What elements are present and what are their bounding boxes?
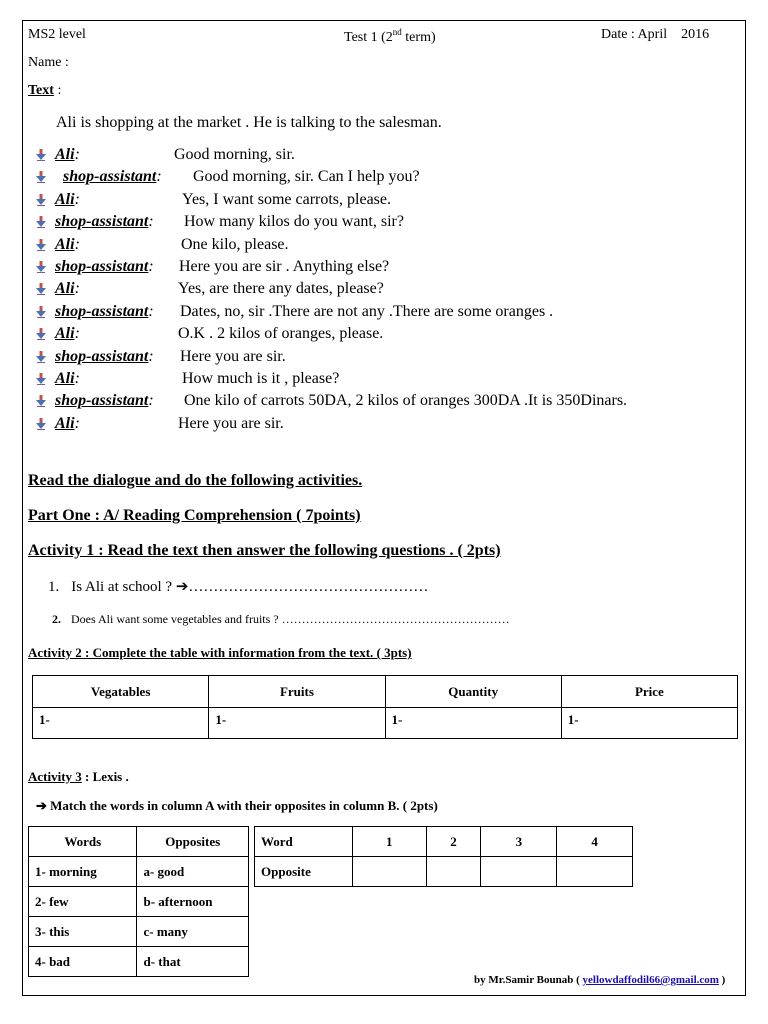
answer-cell[interactable] bbox=[426, 857, 481, 887]
dialogue-text: Yes, I want some carrots, please. bbox=[182, 190, 391, 208]
speaker-separator: : bbox=[74, 235, 80, 253]
dialogue-line bbox=[36, 146, 756, 166]
dialogue-line bbox=[36, 168, 756, 188]
speaker-separator: : bbox=[148, 302, 154, 320]
table-header: Fruits bbox=[209, 676, 385, 708]
table-row bbox=[29, 917, 249, 947]
answer-cell[interactable] bbox=[557, 857, 633, 887]
word-cell: 4- bad bbox=[29, 947, 137, 977]
dialogue-text: Dates, no, sir .There are not any .There are some oranges . bbox=[180, 302, 554, 320]
activity2-heading: Activity 2 : Complete the table with information from the text. ( 3pts) bbox=[28, 645, 412, 660]
activity1-heading: Activity 1 : Read the text then answer the following questions . ( 2pts) bbox=[28, 542, 501, 559]
answer-number: 2 bbox=[426, 827, 481, 857]
speaker-separator: : bbox=[74, 414, 80, 432]
arrow-down-icon bbox=[36, 283, 46, 295]
speaker-name: shop-assistant bbox=[55, 213, 149, 231]
table-header: Price bbox=[561, 676, 737, 708]
part-one-heading: Part One : A/ Reading Comprehension ( 7points) bbox=[28, 507, 361, 524]
dialogue-text: One kilo, please. bbox=[181, 235, 289, 253]
speaker-name: shop-assistant bbox=[63, 168, 157, 186]
dialogue-line bbox=[36, 415, 756, 435]
dialogue-line bbox=[36, 258, 756, 278]
table-header: Quantity bbox=[385, 676, 561, 708]
arrow-down-icon bbox=[36, 171, 46, 183]
dialogue-line bbox=[36, 213, 756, 233]
answer-opposite-label: Opposite bbox=[255, 857, 353, 887]
activity2-table bbox=[32, 675, 738, 739]
speaker-separator: : bbox=[74, 325, 80, 343]
answer-cell[interactable] bbox=[352, 857, 426, 887]
speaker-separator: : bbox=[148, 347, 154, 365]
intro-text: Ali is shopping at the market . He is talking to the salesman. bbox=[56, 114, 442, 131]
table-header: Vegatables bbox=[33, 676, 209, 708]
dialogue-text: How much is it , please? bbox=[182, 370, 340, 387]
speaker-name: Ali bbox=[55, 325, 75, 343]
dialogue-text: Good morning, sir. bbox=[174, 146, 295, 163]
word-cell: 1- morning bbox=[29, 857, 137, 887]
speaker-name: Ali bbox=[55, 370, 75, 387]
arrow-down-icon bbox=[36, 328, 46, 340]
dialogue-line bbox=[36, 191, 756, 211]
speaker-name: shop-assistant bbox=[55, 302, 149, 320]
name-field-label: Name : bbox=[28, 55, 69, 70]
dialogue-text: Here you are sir . Anything else? bbox=[179, 258, 390, 275]
speaker-name: Ali bbox=[55, 190, 75, 208]
dialogue-text: Here you are sir. bbox=[180, 347, 286, 365]
arrow-down-icon bbox=[36, 261, 46, 273]
arrow-down-icon bbox=[36, 306, 46, 318]
arrow-down-icon bbox=[36, 149, 46, 161]
dialogue-line bbox=[36, 303, 756, 323]
word-cell: 3- this bbox=[29, 917, 137, 947]
arrow-down-icon bbox=[36, 418, 46, 430]
dialogue-line bbox=[36, 280, 756, 300]
level-label: MS2 level bbox=[28, 27, 86, 42]
dialogue-text: One kilo of carrots 50DA, 2 kilos of oranges 300DA .It is 350Dinars. bbox=[184, 392, 628, 410]
speaker-name: Ali bbox=[55, 146, 75, 163]
dialogue-text: Yes, are there any dates, please? bbox=[178, 280, 384, 298]
speaker-name: Ali bbox=[55, 235, 75, 253]
speaker-separator: : bbox=[74, 280, 80, 298]
speaker-separator: : bbox=[74, 146, 80, 163]
opposites-header: Opposites bbox=[137, 827, 249, 857]
date-label: Date : April 2016 bbox=[601, 27, 710, 42]
dialogue-line bbox=[36, 370, 756, 390]
answer-grid bbox=[254, 826, 633, 887]
opposite-cell: b- afternoon bbox=[137, 887, 249, 917]
arrow-down-icon bbox=[36, 194, 46, 206]
answer-word-label: Word bbox=[255, 827, 353, 857]
matching-table bbox=[28, 826, 249, 977]
dialogue-line bbox=[36, 325, 756, 345]
speaker-separator: : bbox=[148, 258, 154, 275]
dialogue-line bbox=[36, 348, 756, 368]
word-cell: 2- few bbox=[29, 887, 137, 917]
answer-number: 1 bbox=[352, 827, 426, 857]
opposite-cell: a- good bbox=[137, 857, 249, 887]
answer-number: 3 bbox=[481, 827, 557, 857]
answer-cell[interactable]: 1- bbox=[561, 708, 737, 739]
table-row bbox=[29, 857, 249, 887]
opposite-cell: c- many bbox=[137, 917, 249, 947]
speaker-name: shop-assistant bbox=[55, 258, 149, 275]
speaker-name: Ali bbox=[55, 414, 75, 432]
instructions-heading: Read the dialogue and do the following activities. bbox=[28, 472, 363, 489]
words-header: Words bbox=[29, 827, 137, 857]
speaker-name: Ali bbox=[55, 280, 75, 298]
footer-credit: by Mr.Samir Bounab ( yellowdaffodil66@gmail.com ) bbox=[474, 974, 726, 986]
answer-cell[interactable] bbox=[481, 857, 557, 887]
test-title: Test 1 (2nd term) bbox=[344, 27, 436, 45]
speaker-separator: : bbox=[74, 190, 80, 208]
speaker-name: shop-assistant bbox=[55, 392, 149, 410]
arrow-down-icon bbox=[36, 395, 46, 407]
arrow-down-icon bbox=[36, 239, 46, 251]
answer-cell[interactable]: 1- bbox=[33, 708, 209, 739]
arrow-down-icon bbox=[36, 216, 46, 228]
speaker-separator: : bbox=[156, 168, 162, 186]
answer-number: 4 bbox=[557, 827, 633, 857]
dialogue-text: O.K . 2 kilos of oranges, please. bbox=[178, 325, 384, 343]
dialogue-line bbox=[36, 236, 756, 256]
email-link[interactable]: yellowdaffodil66@gmail.com bbox=[582, 974, 719, 986]
answer-cell[interactable]: 1- bbox=[209, 708, 385, 739]
text-label: Text : bbox=[28, 83, 62, 98]
table-row bbox=[29, 947, 249, 977]
speaker-separator: : bbox=[74, 370, 80, 387]
dialogue-text: Here you are sir. bbox=[178, 414, 284, 432]
speaker-separator: : bbox=[148, 213, 154, 231]
dialogue-line bbox=[36, 392, 756, 412]
question-2: 2. Does Ali want some vegetables and fruits ? ………………………………………………… bbox=[52, 612, 510, 626]
question-1: 1. Is Ali at school ? ➔………………………………………… bbox=[48, 579, 429, 595]
arrow-down-icon bbox=[36, 351, 46, 363]
dialogue-text: How many kilos do you want, sir? bbox=[184, 213, 404, 231]
speaker-name: shop-assistant bbox=[55, 347, 149, 365]
answer-cell[interactable]: 1- bbox=[385, 708, 561, 739]
dialogue-text: Good morning, sir. Can I help you? bbox=[193, 168, 420, 186]
activity3-heading: Activity 3 : Lexis . bbox=[28, 769, 129, 784]
opposite-cell: d- that bbox=[137, 947, 249, 977]
speaker-separator: : bbox=[148, 392, 154, 410]
activity3-instruction: ➔ Match the words in column A with their opposites in column B. ( 2pts) bbox=[36, 798, 438, 813]
table-row bbox=[29, 887, 249, 917]
arrow-down-icon bbox=[36, 373, 46, 385]
